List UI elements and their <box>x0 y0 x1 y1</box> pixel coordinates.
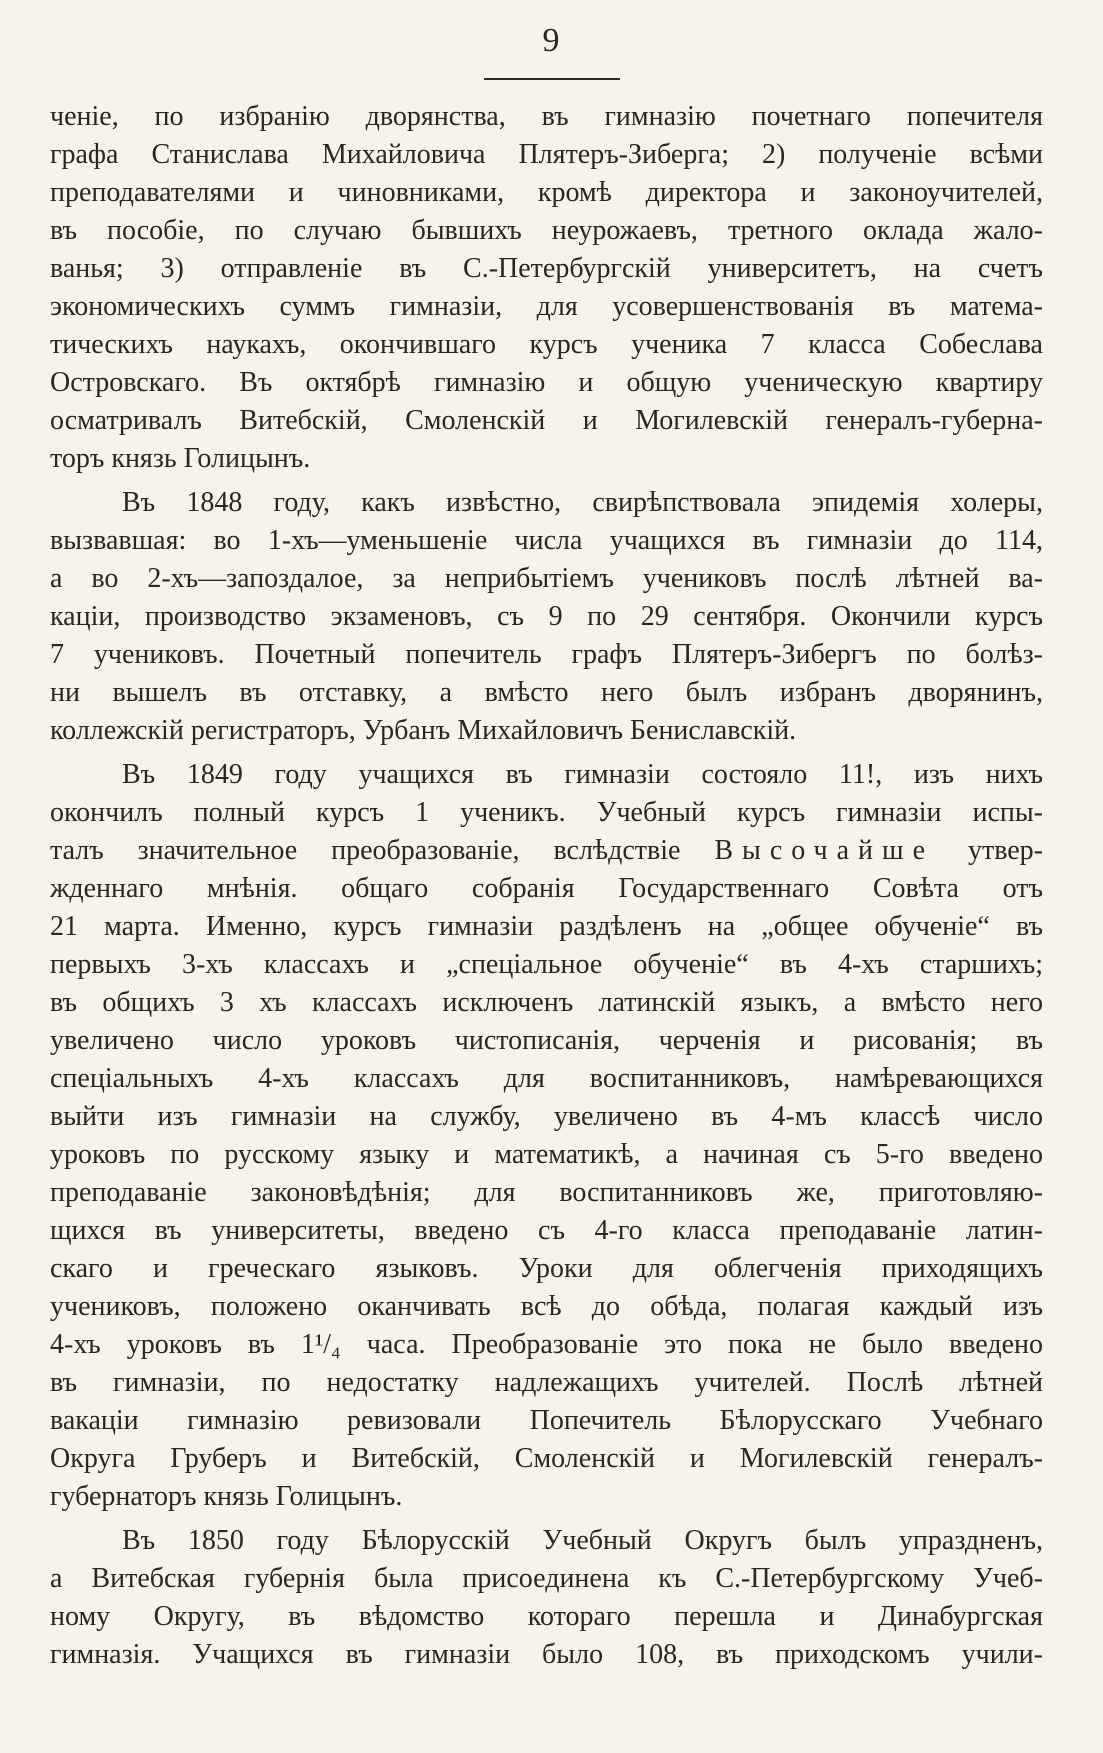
page-number-rule <box>484 78 620 80</box>
text-line: каціи, производство экзаменовъ, съ 9 по 29 сентября. Окончили курсъ <box>50 601 1043 632</box>
text-line: ни вышелъ въ отставку, а вмѣсто него былъ избранъ дворянинъ, <box>50 677 1043 708</box>
text-line: вакаціи гимназію ревизовали Попечитель Бѣлорусскаго Учебнаго <box>50 1405 1043 1436</box>
text-line: скаго и греческаго языковъ. Уроки для облегченія приходящихъ <box>50 1253 1043 1284</box>
text-line: въ пособіе, по случаю бывшихъ неурожаевъ, третного оклада жало- <box>50 215 1043 246</box>
text-line: Въ 1850 году Бѣлорусскій Учебный Округъ былъ упраздненъ, <box>122 1525 1043 1556</box>
text-line: торъ князь Голицынъ. <box>50 443 311 474</box>
text-line: губернаторъ князь Голицынъ. <box>50 1481 403 1512</box>
text-line: въ гимназіи, по недостатку надлежащихъ учителей. Послѣ лѣтней <box>50 1367 1043 1398</box>
text-line: а во 2-хъ—запоздалое, за неприбытіемъ учениковъ послѣ лѣтней ва- <box>50 563 1043 594</box>
text-line: уроковъ по русскому языку и математикѣ, а начиная съ 5-го введено <box>50 1139 1043 1170</box>
text-line: ченіе, по избранію дворянства, въ гимназію почетнаго попечителя <box>50 101 1043 132</box>
text-line: гимназія. Учащихся въ гимназіи было 108, въ приходскомъ учили- <box>50 1639 1043 1670</box>
text-line: Въ 1849 году учащихся въ гимназіи состояло 11!, изъ нихъ <box>122 759 1043 790</box>
text-line: щихся въ университеты, введено съ 4-го класса преподаваніе латин- <box>50 1215 1043 1246</box>
text-line: Островскаго. Въ октябрѣ гимназію и общую ученическую квартиру <box>50 367 1043 398</box>
text-line: первыхъ 3-хъ классахъ и „спеціальное обученіе“ въ 4-хъ старшихъ; <box>50 949 1043 980</box>
paragraph <box>50 756 1043 1516</box>
text-line: Въ 1848 году, какъ извѣстно, свирѣпствовала эпидемія холеры, <box>122 487 1043 518</box>
paragraph <box>50 98 1043 478</box>
page-number: 9 <box>542 22 561 59</box>
emphasized-text: Высочайше <box>714 835 935 866</box>
paragraph <box>50 1522 1043 1674</box>
text-line: въ общихъ 3 хъ классахъ исключенъ латинскій языкъ, а вмѣсто него <box>50 987 1043 1018</box>
text-line: спеціальныхъ 4-хъ классахъ для воспитанниковъ, намѣревающихся <box>50 1063 1043 1094</box>
text-line: 7 учениковъ. Почетный попечитель графъ Плятеръ-Зибергъ по болѣз- <box>50 639 1043 670</box>
text-line: преподавателями и чиновниками, кромѣ директора и законоучителей, <box>50 177 1043 208</box>
text-line: Округа Груберъ и Витебскій, Смоленскій и Могилевскій генералъ- <box>50 1443 1043 1474</box>
body-text <box>50 98 1043 1674</box>
text-line: вызвавшая: во 1-хъ—уменьшеніе числа учащихся въ гимназіи до 114, <box>50 525 1043 556</box>
text-line: увеличено число уроковъ чистописанія, черченія и рисованія; въ <box>50 1025 1043 1056</box>
text-line: коллежскій регистраторъ, Урбанъ Михайловичъ Бениславскій. <box>50 715 797 746</box>
text-line: тическихъ наукахъ, окончившаго курсъ ученика 7 класса Собеслава <box>50 329 1043 360</box>
text-line: а Витебская губернія была присоединена къ С.-Петербургскому Учеб- <box>50 1563 1043 1594</box>
text-line: графа Станислава Михайловича Плятеръ-Зиберга; 2) полученіе всѣми <box>50 139 1043 170</box>
text-segment: талъ значительное преобразованіе, вслѣдствіе <box>50 835 681 866</box>
text-line: окончилъ полный курсъ 1 ученикъ. Учебный курсъ гимназіи испы- <box>50 797 1043 828</box>
text-line: жденнаго мнѣнія. общаго собранія Государственнаго Совѣта отъ <box>50 873 1043 904</box>
text-line: 21 марта. Именно, курсъ гимназіи раздѣленъ на „общее обученіе“ въ <box>50 911 1043 942</box>
text-line: экономическихъ суммъ гимназіи, для усовершенствованія въ матема- <box>50 291 1043 322</box>
text-line: преподаваніе законовѣдѣнія; для воспитанниковъ же, приготовляю- <box>50 1177 1043 1208</box>
text-line: ванья; 3) отправленіе въ С.-Петербургскій университетъ, на счетъ <box>50 253 1043 284</box>
text-line: выйти изъ гимназіи на службу, увеличено въ 4-мъ классѣ число <box>50 1101 1043 1132</box>
text-line: ному Округу, въ вѣдомство котораго перешла и Динабургская <box>50 1601 1043 1632</box>
text-line: учениковъ, положено оканчивать всѣ до обѣда, полагая каждый изъ <box>50 1291 1043 1322</box>
text-line: осматривалъ Витебскій, Смоленскій и Могилевскій генералъ-губерна- <box>50 405 1043 436</box>
text-segment: утвер- <box>967 835 1043 866</box>
paragraph <box>50 484 1043 750</box>
text-line: 4-хъ уроковъ въ 1¹/₄ часа. Преобразованіе это пока не было введено <box>50 1329 1043 1360</box>
text-line <box>50 832 1043 870</box>
